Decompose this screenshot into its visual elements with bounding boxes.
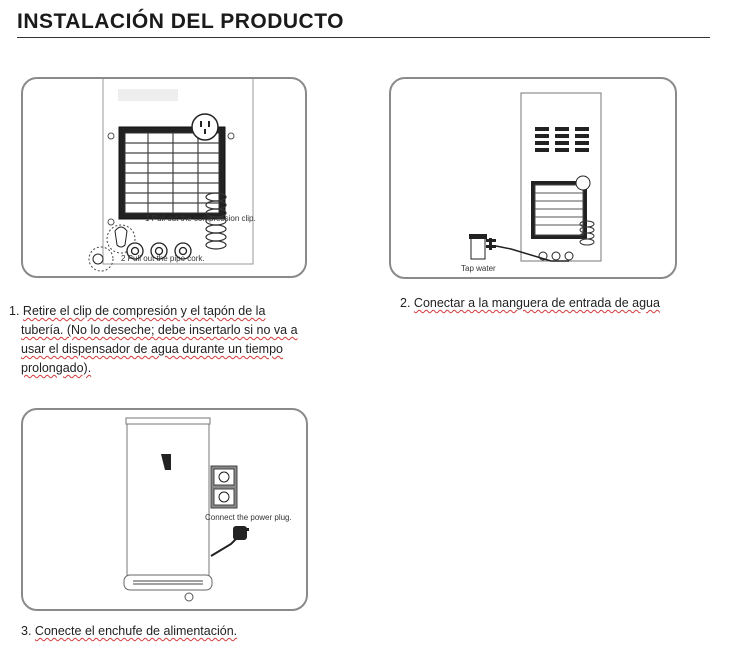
step-3-line-1: Conecte el enchufe de alimentación. [34,624,238,638]
step-2-figure-panel [389,77,677,279]
step-2-caption [400,294,700,313]
step-1-number: 1. [9,304,20,318]
pipe-cork-label: 2 Pull out the pipe cork. [121,254,205,263]
step-3-number: 3. [21,624,32,638]
step-1-line-2: tubería. (No lo deseche; debe insertarlo si no va a [21,323,298,337]
step-2-number: 2. [400,296,411,310]
step-2-line-1: Conectar a la manguera de entrada de agua [413,296,660,310]
step-3-caption [21,622,321,641]
step-1-illustration [23,79,305,276]
step-1-caption [9,302,309,378]
step-1-line-1: Retire el clip de compresión y el tapón de la [22,304,266,318]
step-1-line-3: usar el dispensador de agua durante un tiempo [21,342,283,356]
compression-clip-label: 1 Pull out the compression clip. [145,214,256,223]
step-1-line-4: prolongado). [21,361,92,375]
page-title: INSTALACIÓN DEL PRODUCTO [17,10,345,33]
step-3-figure-panel [21,408,308,611]
tap-water-label: Tap water [461,264,496,273]
step-1-figure-panel [21,77,307,278]
title-divider [17,37,710,38]
step-3-illustration [23,410,306,609]
power-plug-label: Connect the power plug. [205,513,292,522]
step-2-illustration [391,79,675,277]
